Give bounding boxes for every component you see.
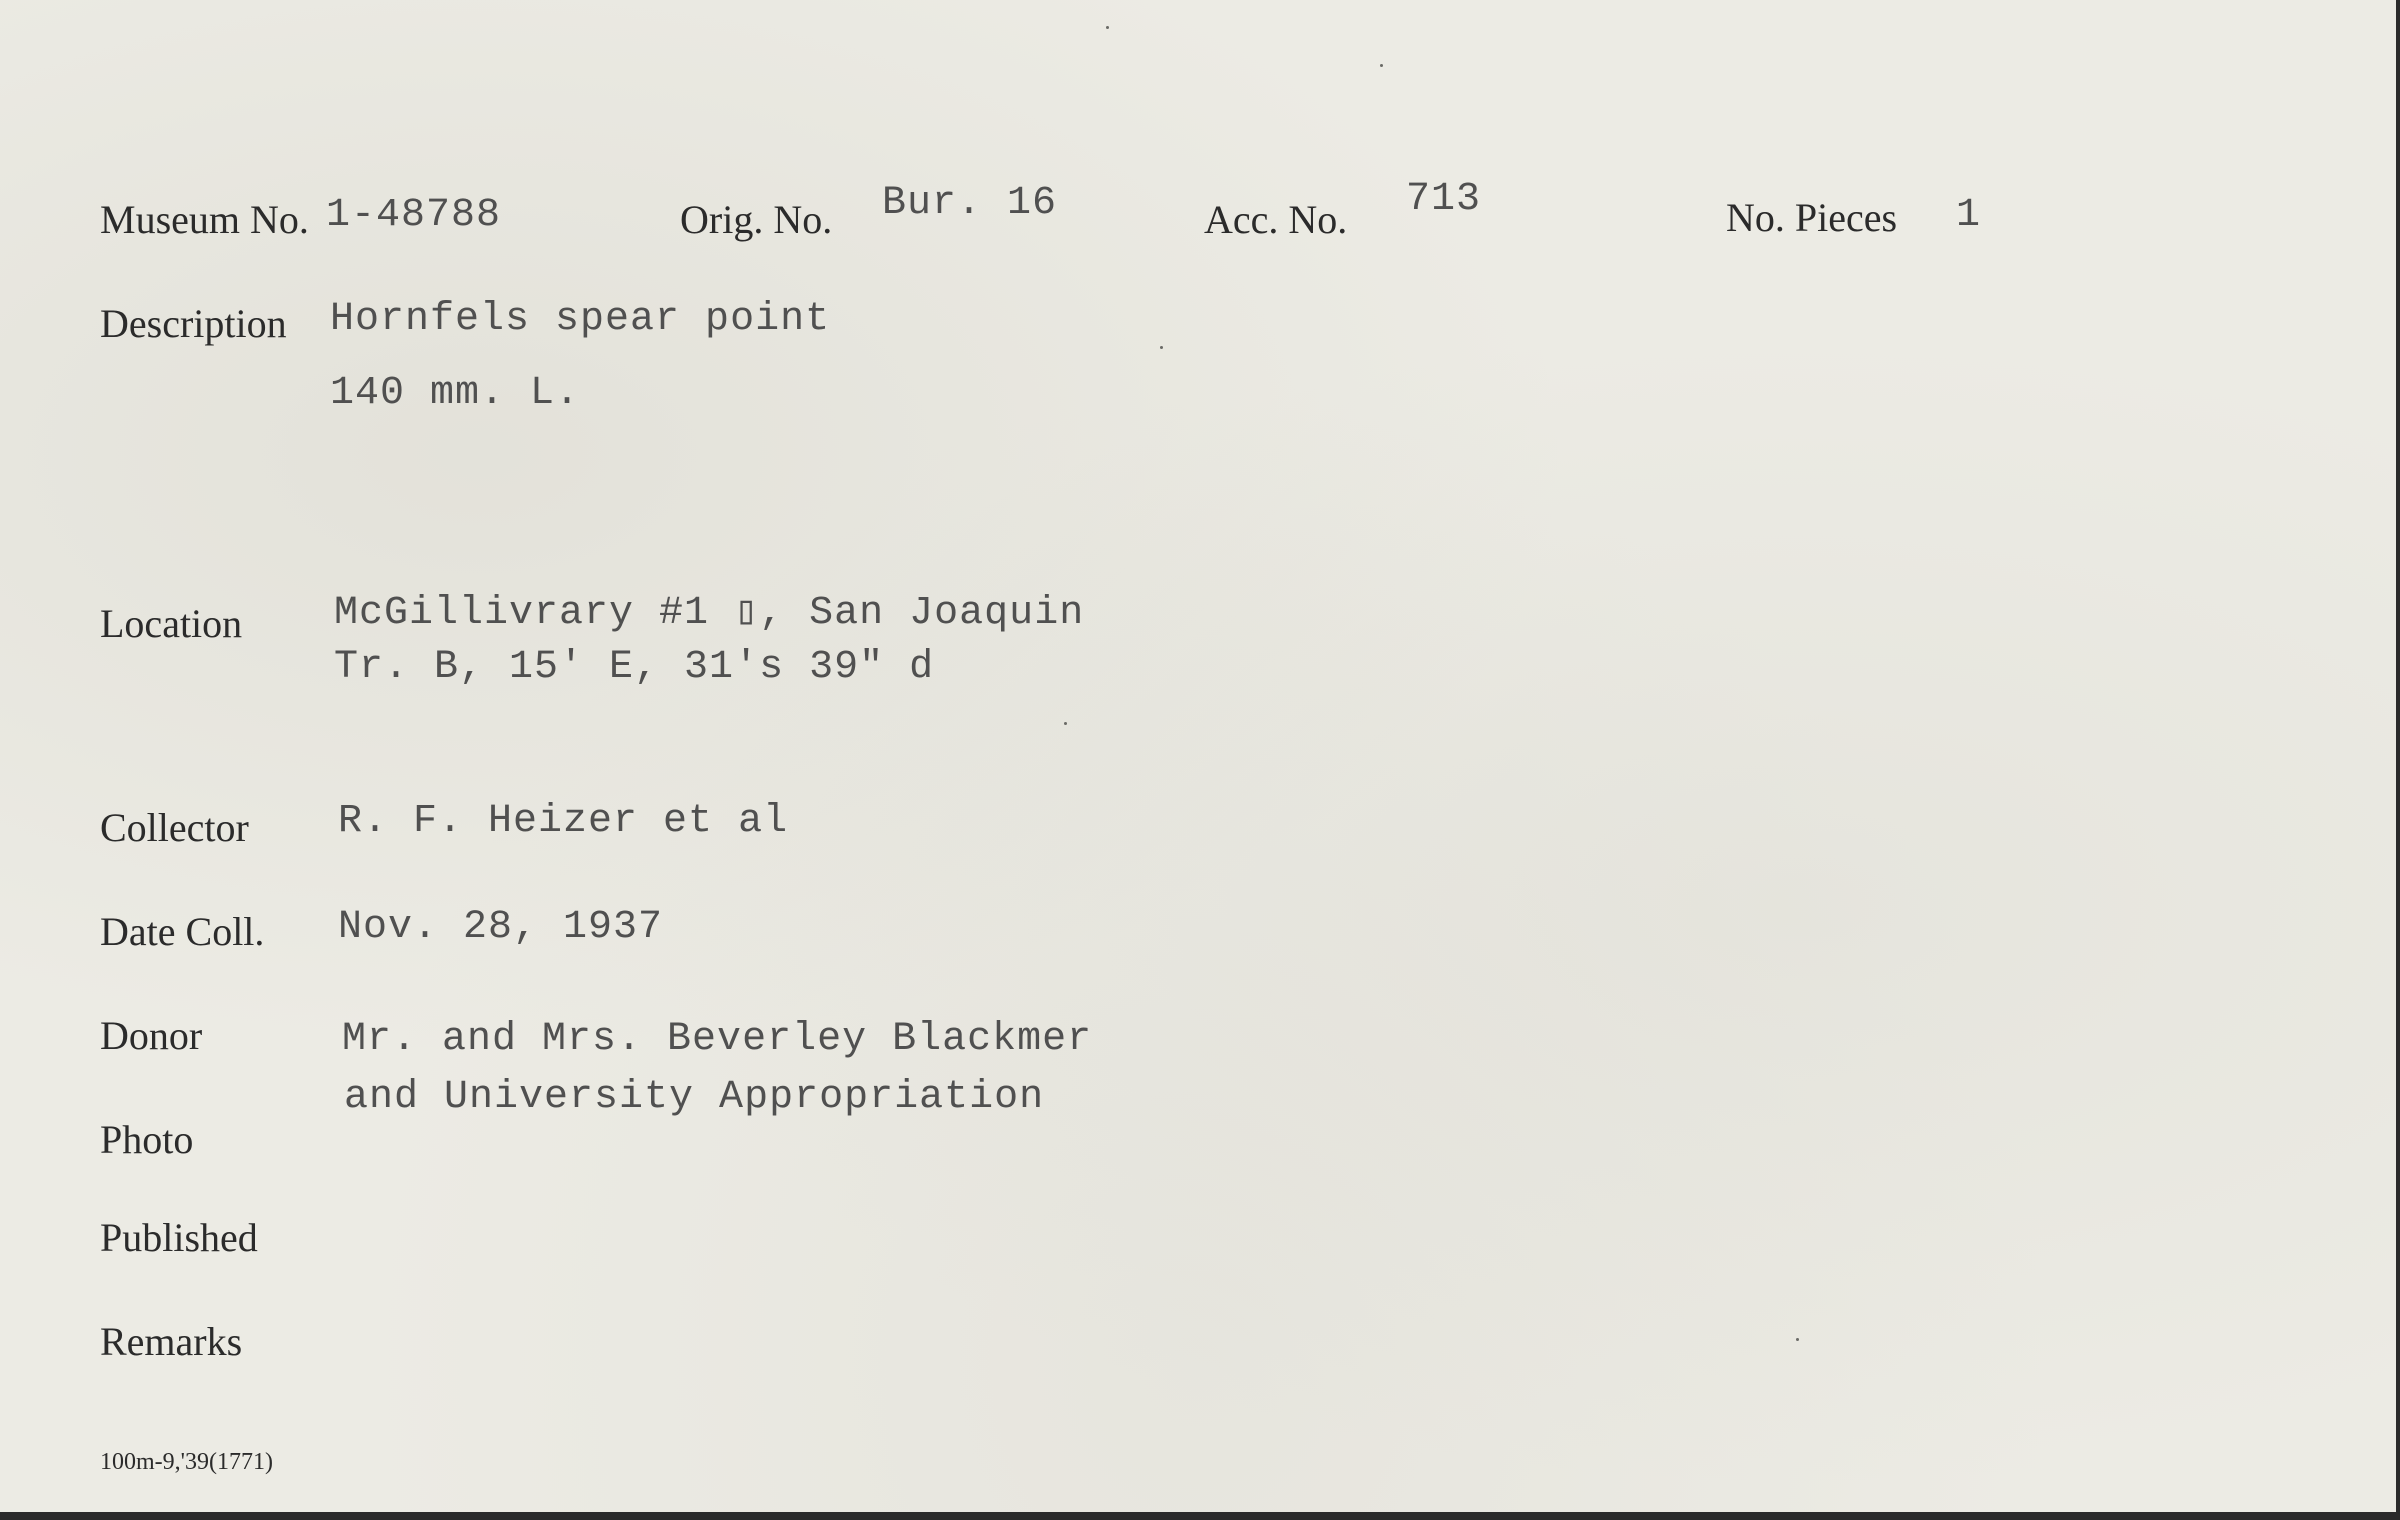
remarks-label: Remarks (100, 1319, 243, 1364)
donor-line-1: Mr. and Mrs. Beverley Blackmer (342, 1017, 1093, 1062)
description-line-1: Hornfels spear point (330, 297, 831, 342)
acc-no-label: Acc. No. (1204, 197, 1348, 242)
paper-speck (1106, 26, 1109, 29)
location-label: Location (100, 601, 243, 646)
museum-no-label: Museum No. (100, 197, 309, 242)
donor-line-2: and University Appropriation (344, 1075, 1045, 1120)
orig-no-label: Orig. No. (680, 197, 833, 242)
no-pieces-value: 1 (1956, 193, 1982, 238)
description-line-2: 140 mm. L. (330, 371, 581, 416)
museum-no-value: 1-48788 (326, 193, 502, 238)
date-coll-label: Date Coll. (100, 909, 265, 954)
description-label: Description (100, 301, 287, 346)
footer-form-code: 100m-9,'39(1771) (100, 1449, 273, 1475)
collector-value: R. F. Heizer et al (338, 799, 789, 844)
paper-speck (1380, 64, 1383, 67)
published-label: Published (100, 1215, 258, 1260)
location-line-2: Tr. B, 15' E, 31's 39" d (334, 645, 935, 690)
location-line-1: McGillivrary #1 ▯, San Joaquin (334, 591, 1085, 636)
paper-speck (1796, 1338, 1799, 1341)
acc-no-value: 713 (1406, 177, 1482, 222)
paper-speck (1064, 722, 1067, 725)
orig-no-value: Bur. 16 (882, 181, 1058, 226)
collector-label: Collector (100, 805, 249, 850)
photo-label: Photo (100, 1117, 194, 1162)
paper-speck (1160, 346, 1163, 349)
date-coll-value: Nov. 28, 1937 (338, 905, 664, 950)
no-pieces-label: No. Pieces (1726, 195, 1898, 240)
donor-label: Donor (100, 1013, 203, 1058)
